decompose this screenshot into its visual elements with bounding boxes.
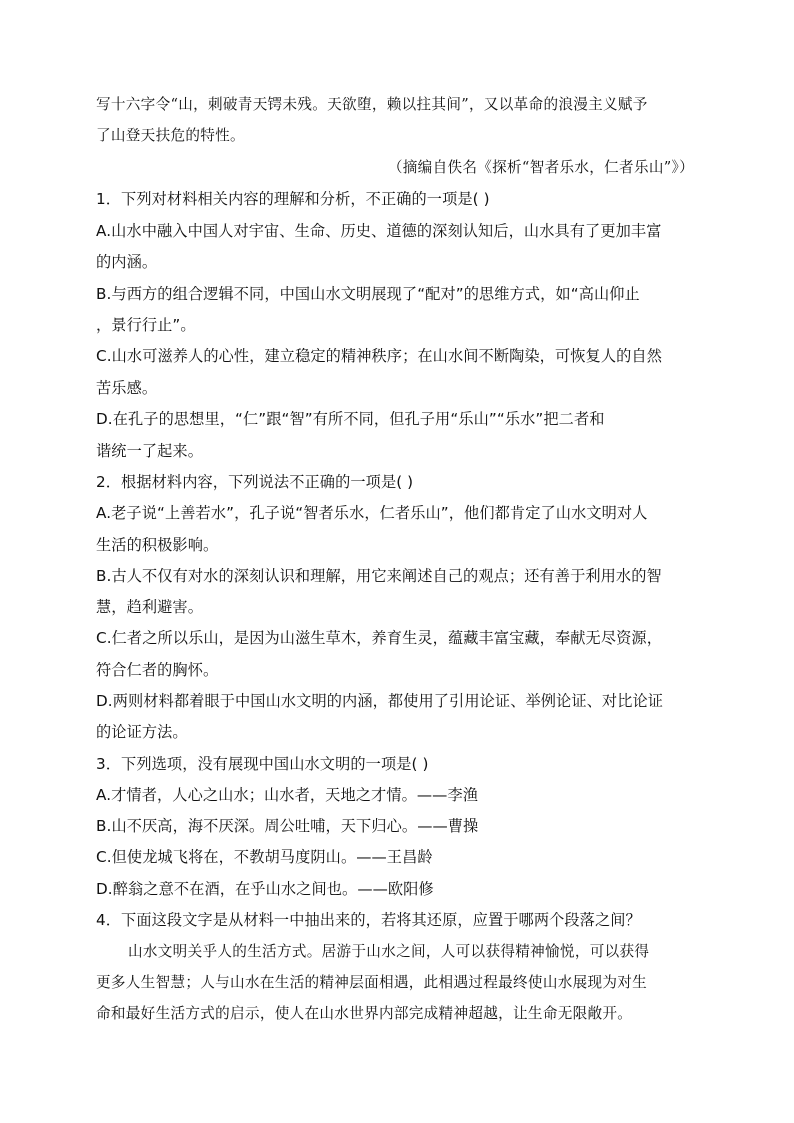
question-2-option-b-cont: 慧，趋利避害。 bbox=[96, 598, 204, 616]
question-2-option-d-cont: 的论证方法。 bbox=[96, 723, 188, 741]
passage-line: 了山登天扶危的特性。 bbox=[96, 127, 245, 144]
excerpt-line: 命和最好生活方式的启示，使人在山水世界内部完成精神超越，让生命无限敞开。 bbox=[96, 1005, 633, 1022]
question-2-option-a-cont: 生活的积极影响。 bbox=[96, 536, 219, 554]
question-1-option-a-cont: 的内涵。 bbox=[96, 253, 158, 271]
question-1-option-a: A.山水中融入中国人对宇宙、生命、历史、道德的深刻认知后，山水具有了更加丰富 bbox=[96, 222, 662, 240]
excerpt-line: 山水文明关乎人的生活方式。居游于山水之间，人可以获得精神愉悦，可以获得 bbox=[128, 943, 650, 960]
passage-line: 写十六字令“山，刺破青天锷未残。天欲堕，赖以拄其间”，又以革命的浪漫主义赋予 bbox=[96, 96, 648, 113]
question-1-option-b: B.与西方的组合逻辑不同，中国山水文明展现了“配对”的思维方式，如“高山仰止 bbox=[96, 285, 640, 303]
question-2-option-b: B.古人不仅有对水的深刻认识和理解，用它来阐述自己的观点；还有善于利用水的智 bbox=[96, 567, 662, 585]
question-1-option-c-cont: 苦乐感。 bbox=[96, 379, 158, 397]
question-2-option-a: A.老子说“上善若水”，孔子说“智者乐水，仁者乐山”，他们都肯定了山水文明对人 bbox=[96, 504, 648, 522]
question-2-stem: 2．根据材料内容，下列说法不正确的一项是( ) bbox=[96, 473, 414, 491]
question-3-option-a: A.才情者，人心之山水；山水者，天地之才情。——李渔 bbox=[96, 786, 479, 804]
question-4-stem: 4．下面这段文字是从材料一中抽出来的，若将其还原，应置于哪两个段落之间？ bbox=[96, 911, 641, 929]
question-2-option-d: D.两则材料都着眼于中国山水文明的内涵，都使用了引用论证、举例论证、对比论证 bbox=[96, 692, 664, 710]
question-2-option-c: C.仁者之所以乐山，是因为山滋生草木，养育生灵，蕴藏丰富宝藏，奉献无尽资源， bbox=[96, 629, 662, 647]
question-1-option-b-cont: ，景行行止”。 bbox=[96, 316, 196, 334]
question-3-option-d: D.醉翁之意不在酒，在乎山水之间也。——欧阳修 bbox=[96, 880, 434, 898]
question-3-option-c: C.但使龙城飞将在，不教胡马度阴山。——王昌龄 bbox=[96, 848, 433, 866]
question-1-option-d: D.在孔子的思想里，“仁”跟“智”有所不同，但孔子用“乐山”“乐水”把二者和 bbox=[96, 410, 605, 428]
question-3-stem: 3．下列选项，没有展现中国山水文明的一项是( ) bbox=[96, 755, 429, 773]
question-1-stem: 1．下列对材料相关内容的理解和分析，不正确的一项是( ) bbox=[96, 190, 490, 208]
question-1-option-c: C.山水可滋养人的心性，建立稳定的精神秩序；在山水间不断陶染，可恢复人的自然 bbox=[96, 347, 662, 365]
question-1-option-d-cont: 谐统一了起来。 bbox=[96, 442, 204, 460]
question-2-option-c-cont: 符合仁者的胸怀。 bbox=[96, 661, 219, 679]
excerpt-line: 更多人生智慧；人与山水在生活的精神层面相遇，此相遇过程最终使山水展现为对生 bbox=[96, 974, 648, 991]
question-3-option-b: B.山不厌高，海不厌深。周公吐哺，天下归心。——曹操 bbox=[96, 817, 479, 835]
source-citation: （摘编自佚名《探析“智者乐水，仁者乐山”》） bbox=[387, 159, 694, 176]
